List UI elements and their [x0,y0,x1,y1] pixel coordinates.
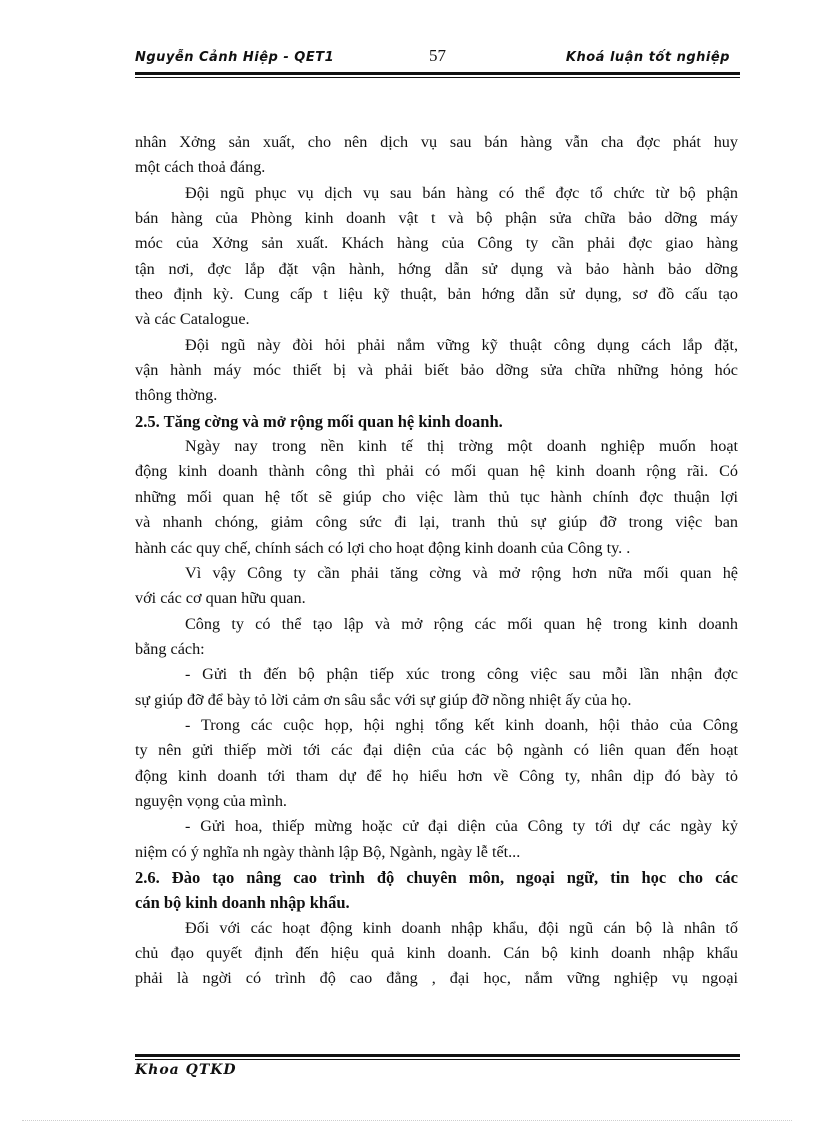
paragraph-line: Vì vậy Công ty cần phải tăng cờng và mở rộng hơn nữa mối quan hệ [185,563,738,582]
paragraph-line: theo định kỳ. Cung cấp t liệu kỹ thuật, bản hớng dẫn sử dụng, sơ đồ cấu tạo [135,285,738,304]
section-heading-line: 2.5. Tăng cờng và mở rộng mối quan hệ kinh doanh. [135,411,503,431]
page-number: 57 [429,46,446,65]
paragraph-line: và các Catalogue. [135,310,250,329]
paragraph-line: với các cơ quan hữu quan. [135,589,306,608]
paragraph-line: thông thờng. [135,386,218,405]
paragraph-line: Đối với các hoạt động kinh doanh nhập khẩu, đội ngũ cán bộ là nhân tố [185,918,738,937]
section-heading-line: 2.6. Đào tạo nâng cao trình độ chuyên môn, ngoại ngữ, tin học cho các [135,867,738,887]
paragraph-line: vận hành máy móc thiết bị và phải biết bảo dỡng sửa chữa những hỏng hóc [135,361,738,380]
paragraph-line: những mối quan hệ tốt sẽ giúp cho việc làm thủ tục hành chính đợc thuận lợi [135,487,738,506]
paragraph-line: - Trong các cuộc họp, hội nghị tổng kết kinh doanh, hội thảo của Công [185,715,738,734]
paragraph-line: - Gửi hoa, thiếp mừng hoặc cử đại diện của Công ty tới dự các ngày kỷ [185,817,738,836]
paragraph-line: Ngày nay trong nền kinh tế thị trờng một doanh nghiệp muốn hoạt [185,437,738,456]
page-header [135,46,740,70]
paragraph-line: bằng cách: [135,639,205,658]
paragraph-line: niệm có ý nghĩa nh ngày thành lập Bộ, Ngành, ngày lễ tết... [135,842,521,861]
header-rule-thin [135,77,740,78]
paragraph-line: hành các quy chế, chính sách có lợi cho hoạt động kinh doanh của Công ty. . [135,538,631,557]
paragraph-line: và nhanh chóng, giảm công sức đi lại, tranh thủ sự giúp đỡ trong việc ban [135,513,738,532]
paragraph-line: phải là ngời có trình độ cao đẳng , đại học, nắm vững nghiệp vụ ngoại [135,969,738,988]
paragraph-line: Công ty có thể tạo lập và mở rộng các mối quan hệ trong kinh doanh [185,614,738,633]
paragraph-line: móc của Xởng sản xuất. Khách hàng của Công ty cần phải đợc giao hàng [135,234,738,253]
header-doc-type: Khoá luận tốt nghiệp [565,50,730,65]
document-body [135,130,738,992]
footer-label: Khoa QTKD [135,1062,237,1078]
paragraph-line: nguyện vọng của mình. [135,791,287,810]
paragraph-line: tận nơi, đợc lắp đặt vận hành, hớng dẫn sử dụng và bảo hành bảo dỡng [135,259,738,278]
paragraph-line: ty nên gửi thiếp mời tới các đại diện của các bộ ngành có liên quan đến hoạt [135,741,738,760]
paragraph-line: chủ đạo quyết định đến hiệu quả kinh doanh. Cán bộ kinh doanh nhập khẩu [135,944,738,962]
paragraph-line: nhân Xởng sản xuất, cho nên dịch vụ sau bán hàng vẫn cha đợc phát huy [135,133,738,151]
paragraph-line: sự giúp đỡ để bày tỏ lời cảm ơn sâu sắc với sự giúp đỡ nồng nhiệt ấy của họ. [135,690,632,709]
paragraph-line: động kinh doanh thành công thì phải có mối quan hệ kinh doanh rộng rãi. Có [135,462,738,481]
paragraph-line: Đội ngũ này đòi hỏi phải nắm vững kỹ thuật công dụng cách lắp đặt, [185,335,738,354]
header-author: Nguyễn Cảnh Hiệp - QET1 [135,50,335,65]
paragraph-line: động kinh doanh tới tham dự để họ hiểu hơn về Công ty, nhân dịp đó bày tỏ [135,766,738,785]
section-heading-line: cán bộ kinh doanh nhập khẩu. [135,893,350,913]
paragraph-line: bán hàng của Phòng kinh doanh vật t và bộ phận sửa chữa bảo dỡng máy [135,209,738,228]
paragraph-line: một cách thoả đáng. [135,158,266,177]
header-rule-thick [135,72,740,75]
footer-rule-thin [135,1059,740,1060]
paragraph-line: Đội ngũ phục vụ dịch vụ sau bán hàng có thể đợc tổ chức từ bộ phận [185,183,738,202]
footer-rule-thick [135,1054,740,1057]
page-edge-dotted-line [22,1120,792,1121]
paragraph-line: - Gửi th đến bộ phận tiếp xúc trong công việc sau mỗi lần nhận đợc [185,665,738,684]
